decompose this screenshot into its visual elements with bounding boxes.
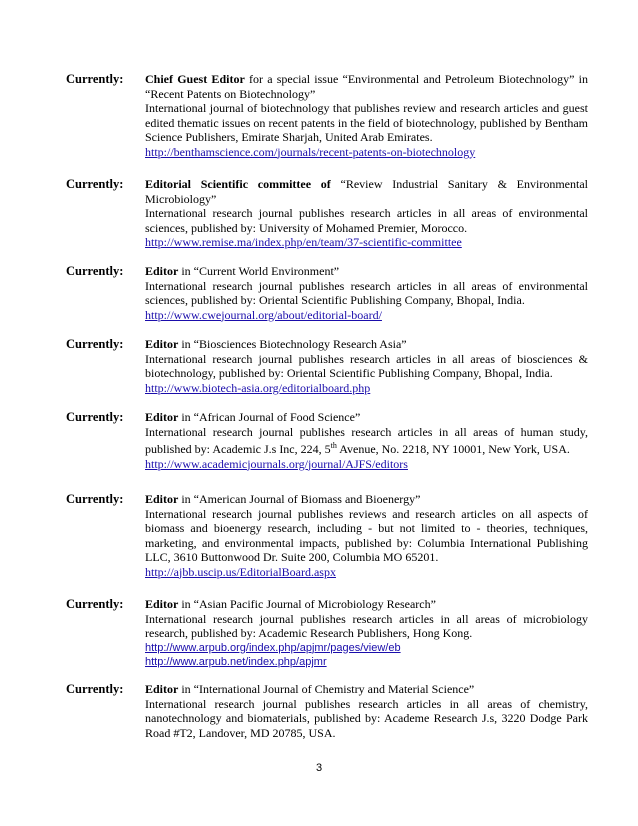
currently-label: Currently: [66,177,124,191]
position-role: Chief Guest Editor [145,72,245,86]
position-journal: in “Biosciences Biotechnology Research Asia” [178,337,407,351]
position-role: Editor [145,264,179,278]
position-body [145,597,588,670]
description-text: International research journal publishes research articles in all areas of human study, published by: Academic J.s Inc, 224, 5 [145,424,588,456]
journal-description: International research journal publishes research articles in all areas of environmental sciences, published by: University of Mohamed Premier, Morocco. [145,206,588,235]
page-number: 3 [315,762,323,774]
position-body [145,337,588,395]
journal-link[interactable]: http://ajbb.uscip.us/EditorialBoard.aspx [145,564,336,579]
position-role: Editor [145,337,179,351]
position-role: Editor [145,597,179,611]
position-body [145,264,588,322]
journal-link[interactable]: http://www.biotech-asia.org/editorialboard.php [145,380,371,395]
position-journal: in “African Journal of Food Science” [178,410,361,424]
currently-label: Currently: [66,410,124,424]
position-journal: “Review Industrial Sanitary & Environmental Microbiology” [145,177,588,206]
journal-description: International research journal publishes reviews and research articles on all aspects of biomass and bioenergy research, including - but not limited to - theories, techniques, marketing, and environmental impacts, published by: Columbia International Publishing LLC, 3610 Buttonwood Dr. Suite 200, Columbia MO 65201. [145,506,588,564]
journal-description: International journal of biotechnology that publishes review and research articles and guest edited thematic issues on recent patents in the field of biotechnology, published by Bentham Science Publishers, Emirate Sharjah, United Arab Emirates. [145,101,588,144]
currently-label: Currently: [66,597,124,611]
description-text: Avenue, No. 2218, NY 10001, New York, USA. [336,442,570,456]
journal-link[interactable]: http://www.academicjournals.org/journal/AJFS/editors [145,456,408,471]
position-body [145,177,588,250]
journal-description [145,425,588,457]
currently-label: Currently: [66,264,124,278]
journal-description: International research journal publishes research articles in all areas of environmental sciences, published by: Oriental Scientific Publishing Company, Bhopal, India. [145,278,588,307]
position-body [145,72,588,159]
position-body [145,682,588,740]
position-role: Editorial Scientific committee of [145,177,331,191]
position-body [145,492,588,579]
ordinal-suffix: th [330,441,337,450]
currently-label: Currently: [66,492,124,506]
journal-link[interactable]: http://www.remise.ma/index.php/en/team/37-scientific-committee [145,235,462,249]
currently-label: Currently: [66,72,124,86]
position-role: Editor [145,492,179,506]
journal-link[interactable]: http://benthamscience.com/journals/recent-patents-on-biotechnology [145,144,476,159]
position-journal: in “Current World Environment” [178,264,340,278]
journal-link[interactable]: http://www.cwejournal.org/about/editorial-board/ [145,307,382,322]
position-role: Editor [145,410,179,424]
currently-label: Currently: [66,682,124,696]
position-journal: in “American Journal of Biomass and Bioenergy” [178,492,421,506]
position-role: Editor [145,682,179,696]
journal-description: International research journal publishes research articles in all areas of biosciences & biotechnology, published by: Oriental Scientific Publishing Company, Bhopal, India. [145,351,588,380]
position-journal: in “Asian Pacific Journal of Microbiology Research” [178,597,436,611]
position-body [145,410,588,471]
position-journal: for a special issue “Environmental and Petroleum Biotechnology” in “Recent Patents on Biotechnology” [145,72,588,101]
journal-link[interactable]: http://www.arpub.net/index.php/apjmr [145,656,327,668]
journal-link[interactable]: http://www.arpub.org/index.php/apjmr/pages/view/eb [145,641,401,654]
journal-description: International research journal publishes research articles in all areas of microbiology research, published by: Academic Research Publishers, Hong Kong. [145,611,588,640]
position-journal: in “International Journal of Chemistry and Material Science” [178,682,475,696]
currently-label: Currently: [66,337,124,351]
journal-description: International research journal publishes research articles in all areas of chemistry, nanotechnology and biomaterials, published by: Academe Research J.s, 3220 Dodge Park Road #T2, Landover, MD 20785, USA. [145,696,588,740]
